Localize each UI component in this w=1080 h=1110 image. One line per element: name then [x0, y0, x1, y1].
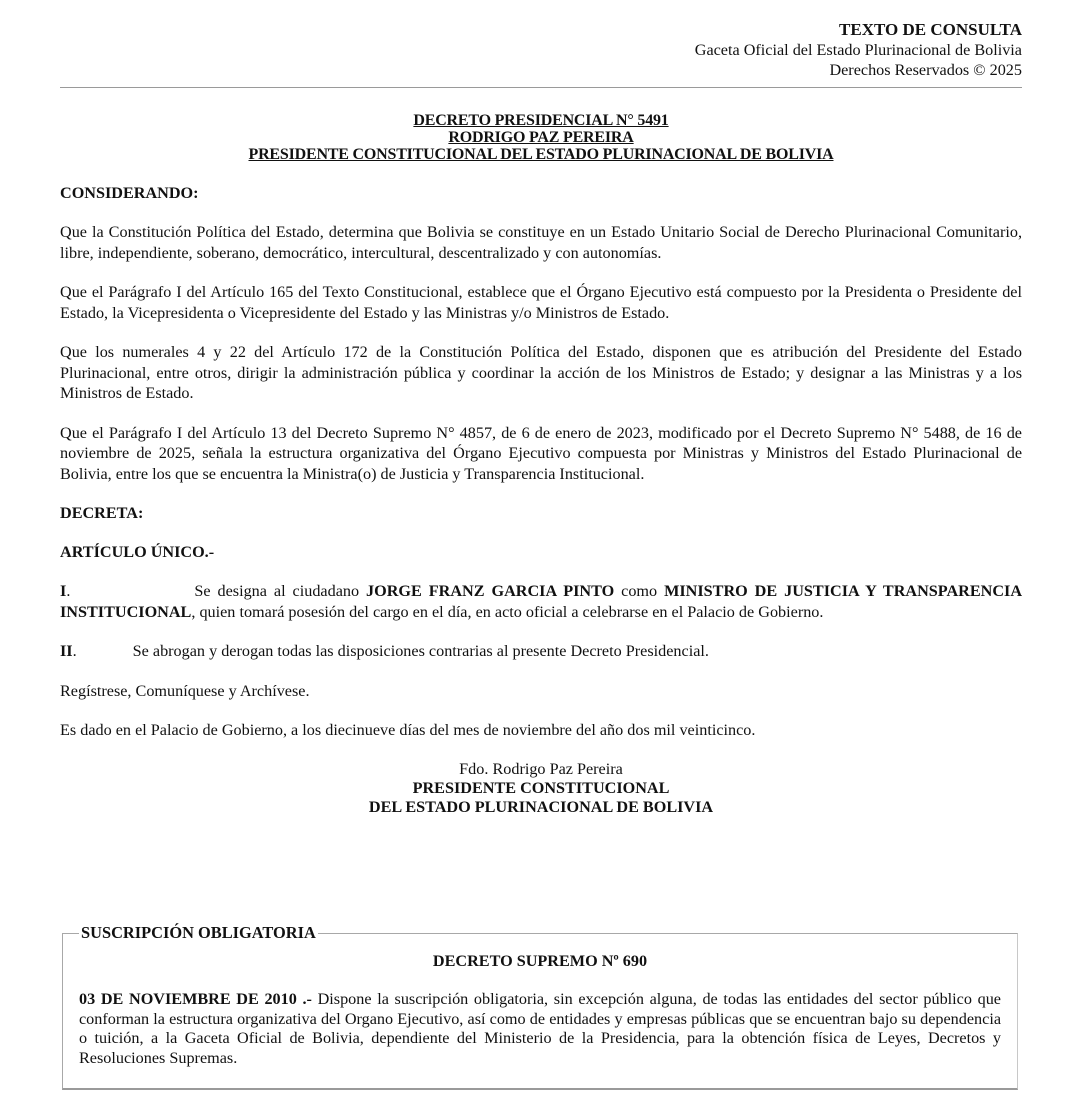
subscription-box — [62, 923, 1018, 1090]
document-page — [60, 0, 1022, 817]
subscription-legend: SUSCRIPCIÓN OBLIGATORIA — [81, 923, 316, 942]
closing-register: Regístrese, Comuníquese y Archívese. — [60, 681, 310, 700]
header-publisher: Gaceta Oficial del Estado Plurinacional de Bolivia — [694, 41, 1022, 59]
article-item-2: II. Se abrogan y derogan todas las disposiciones contrarias al presente Decreto Presidencial. — [60, 642, 709, 660]
closing-given: Es dado en el Palacio de Gobierno, a los diecinueve días del mes de noviembre del año dos mil veinticinco. — [60, 721, 756, 739]
item-text: Se designa al ciudadano — [194, 582, 367, 600]
ministry-position: MINISTRO DE JUSTICIA Y TRANSPARENCIA INSTITUCIONAL — [60, 582, 1023, 621]
gazette-header — [60, 0, 1022, 80]
item-number: II — [60, 642, 73, 660]
header-title: TEXTO DE CONSULTA — [839, 20, 1022, 39]
item-number: I — [60, 582, 67, 600]
subscription-text: 03 DE NOVIEMBRE DE 2010 .- Dispone la suscripción obligatoria, sin excepción alguna, de todas las entidades del sector público que conforman la estructura organizativa del Organo Ejecutivo, así como de entidades y empresas públicas que se encuentran bajo su dependencia o tuición, a la Gaceta Oficial de Bolivia, dependiente del Ministerio de la Presidencia, para la obtención física de Leyes, Decretos y Resoluciones Supremas. — [79, 990, 1001, 1067]
signature-block — [60, 760, 1022, 817]
article-item-1: I. Se designa al ciudadano JORGE FRANZ GARCIA PINTO como MINISTRO DE JUSTICIA Y TRANSPARENCIA INSTITUCIONAL, quien tomará posesión del cargo en el día, en acto oficial a celebrarse en el Palacio de Gobierno. — [60, 582, 1023, 621]
president-title: PRESIDENTE CONSTITUCIONAL DEL ESTADO PLURINACIONAL DE BOLIVIA — [248, 146, 834, 163]
considerando-paragraph: Que el Parágrafo I del Artículo 13 del Decreto Supremo N° 4857, de 6 de enero de 2023, modificado por el Decreto Supremo N° 5488, de 16 de noviembre de 2025, señala la estructura organizativa del Órgano Ejecutivo compuesta por Ministras y Ministros del Estado Plurinacional de Bolivia, entre los que se encuentra la Ministra(o) de Justicia y Transparencia Institucional. — [60, 423, 1022, 483]
header-divider — [60, 87, 1022, 88]
signature-title-line-1: PRESIDENTE CONSTITUCIONAL — [412, 778, 670, 797]
header-rights: Derechos Reservados © 2025 — [829, 61, 1022, 79]
item-text: Se abrogan y derogan todas las disposiciones contrarias al presente Decreto Presidencial. — [132, 642, 709, 660]
appointee-name: JORGE FRANZ GARCIA PINTO — [366, 582, 615, 600]
considerando-heading: CONSIDERANDO: — [60, 184, 199, 202]
considerando-paragraph: Que el Parágrafo I del Artículo 165 del Texto Constitucional, establece que el Órgano Ejecutivo está compuesto por la Presidenta o Presidente del Estado, la Vicepresidenta o Vicepresidente del Estado y las Ministras y/o Ministros de Estado. — [60, 283, 1022, 322]
subscription-title: DECRETO SUPREMO Nº 690 — [432, 952, 648, 970]
decree-title: DECRETO PRESIDENCIAL N° 5491 — [413, 112, 669, 129]
signature-title-line-2: DEL ESTADO PLURINACIONAL DE BOLIVIA — [368, 797, 714, 816]
decree-title-block — [60, 112, 1022, 163]
article-heading: ARTÍCULO ÚNICO.- — [60, 543, 215, 561]
president-name: RODRIGO PAZ PEREIRA — [448, 129, 634, 146]
decreta-heading: DECRETA: — [60, 504, 144, 522]
considerando-paragraph: Que la Constitución Política del Estado, determina que Bolivia se constituye en un Estado Unitario Social de Derecho Plurinacional Comunitario, libre, independiente, soberano, democrático, intercultural, descentralizado y con autonomías. — [60, 223, 1022, 262]
considerando-paragraph: Que los numerales 4 y 22 del Artículo 172 de la Constitución Política del Estado, disponen que es atribución del Presidente del Estado Plurinacional, entre otros, dirigir la administración pública y coordinar la acción de los Ministros de Estado; y designar a las Ministras y a los Ministros de Estado. — [60, 343, 1022, 402]
signed-by: Fdo. Rodrigo Paz Pereira — [459, 759, 623, 778]
subscription-date: 03 DE NOVIEMBRE DE 2010 .- — [79, 990, 312, 1008]
